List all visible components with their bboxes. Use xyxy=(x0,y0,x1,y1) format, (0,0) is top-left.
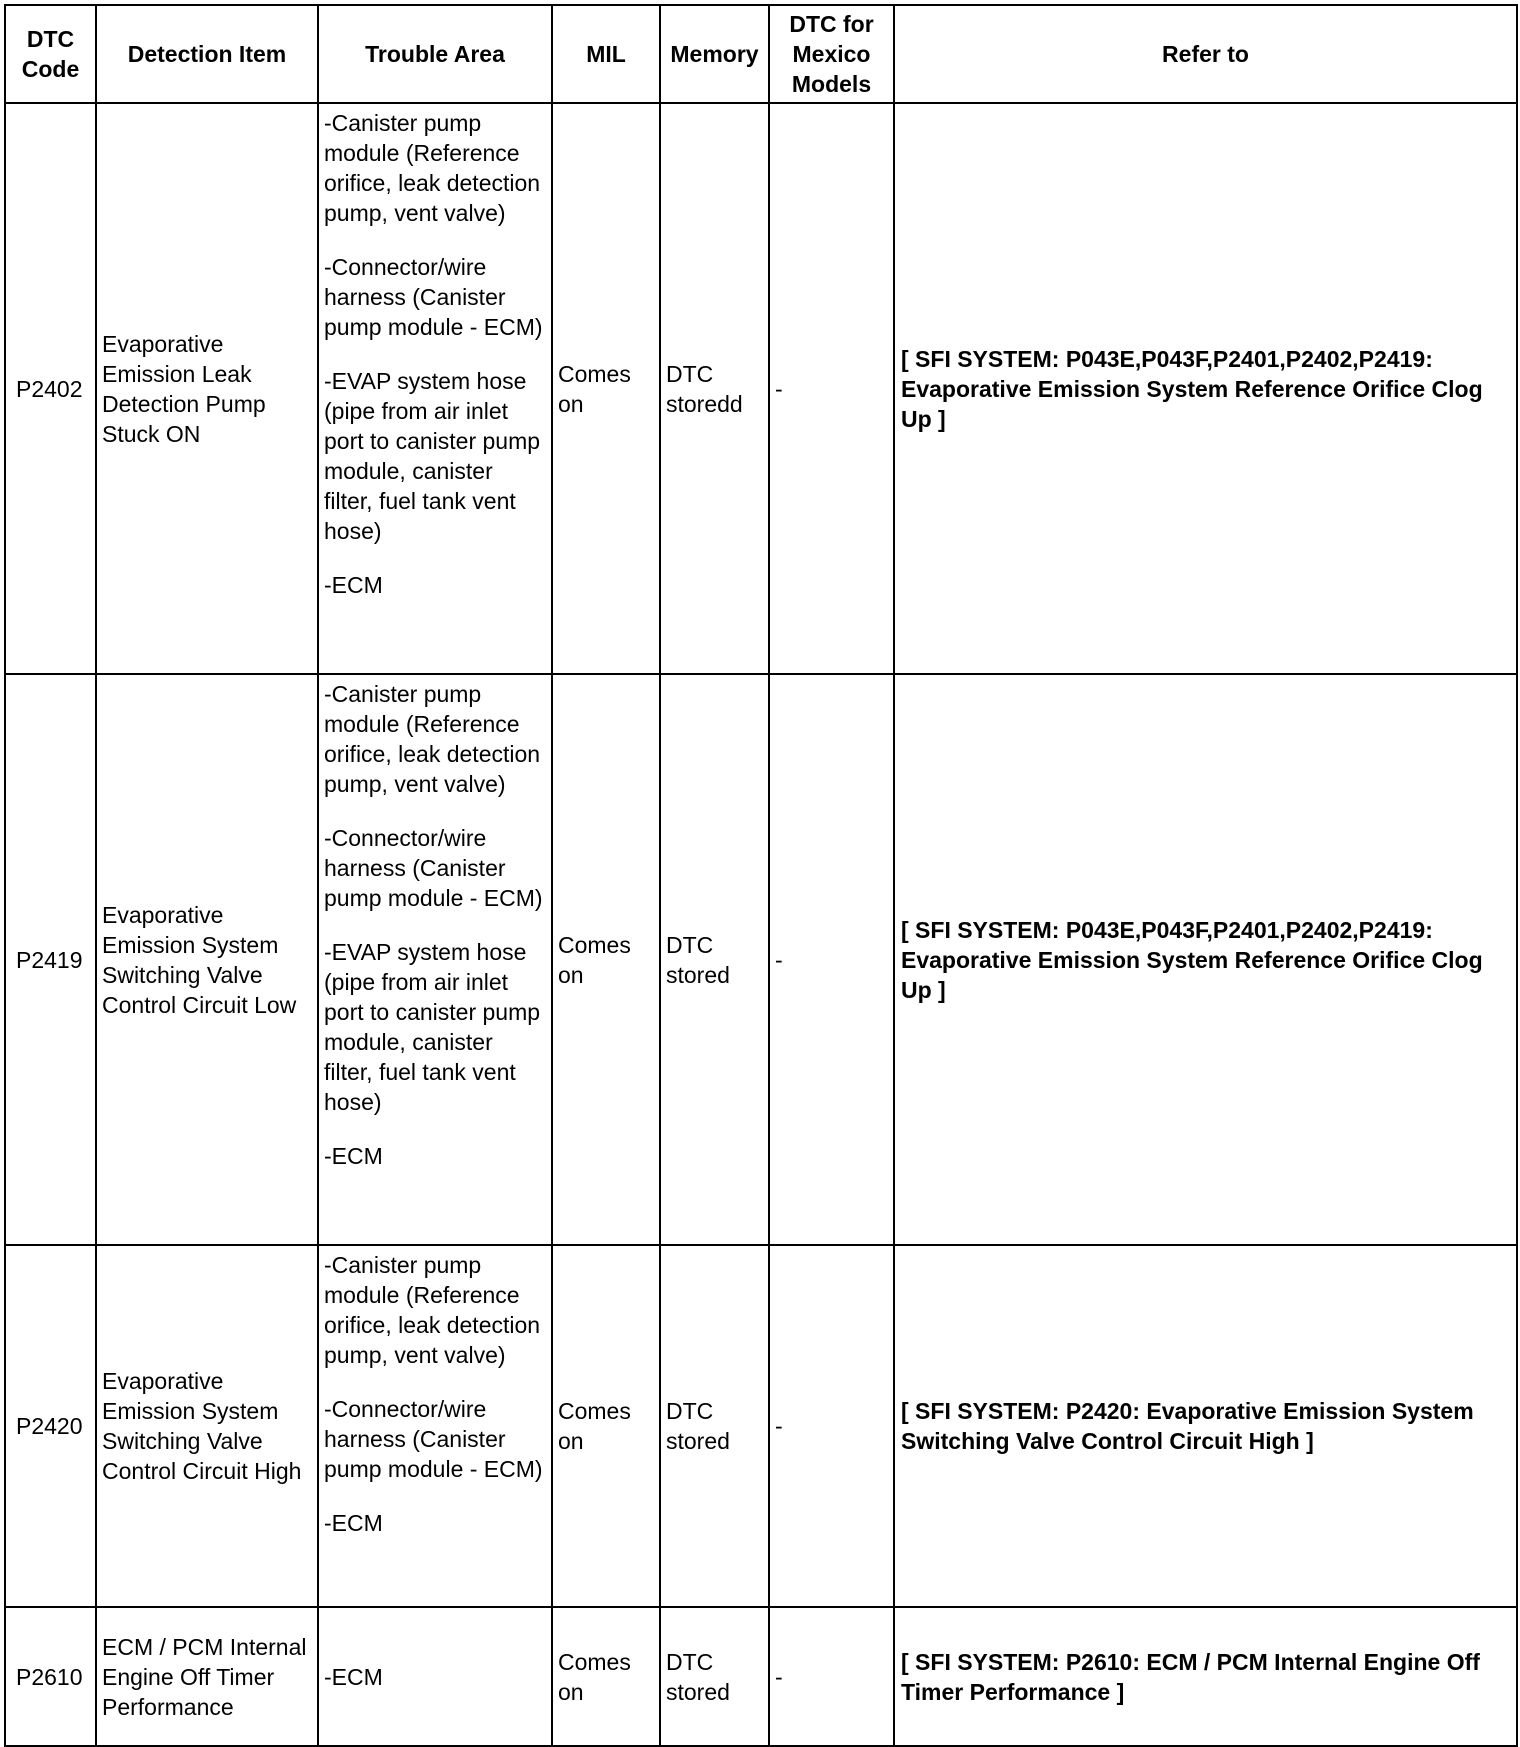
trouble-area-item: -Connector/wire harness (Canister pump module - ECM) xyxy=(324,1396,543,1482)
mil-cell: Comes on xyxy=(552,674,660,1245)
detection-item-cell: Evaporative Emission Leak Detection Pump Stuck ON xyxy=(96,103,318,674)
memory-cell: DTC storedd xyxy=(660,103,769,674)
trouble-area-item: -ECM xyxy=(324,1664,383,1690)
dtc-table xyxy=(4,4,1518,1747)
trouble-area-item: -Canister pump module (Reference orifice, leak detection pump, vent valve) xyxy=(324,1252,541,1368)
header-memory: Memory xyxy=(660,5,769,103)
mexico-models-cell: - xyxy=(769,674,894,1245)
trouble-area-item: -Connector/wire harness (Canister pump module - ECM) xyxy=(324,254,543,340)
header-row xyxy=(5,5,1517,103)
mil-cell: Comes on xyxy=(552,1607,660,1746)
trouble-area-cell xyxy=(318,1607,552,1746)
dtc-code-cell: P2610 xyxy=(5,1607,96,1746)
trouble-area-item: -ECM xyxy=(324,1510,383,1536)
memory-cell: DTC stored xyxy=(660,1245,769,1607)
dtc-code-cell: P2402 xyxy=(5,103,96,674)
trouble-area-item: -ECM xyxy=(324,1143,383,1169)
mexico-models-cell: - xyxy=(769,1607,894,1746)
header-dtc-code: DTC Code xyxy=(5,5,96,103)
header-detection-item: Detection Item xyxy=(96,5,318,103)
header-refer-to: Refer to xyxy=(894,5,1517,103)
refer-to-link[interactable]: [ SFI SYSTEM: P2420: Evaporative Emission System Switching Valve Control Circuit High ] xyxy=(894,1245,1517,1607)
refer-to-link[interactable]: [ SFI SYSTEM: P043E,P043F,P2401,P2402,P2419: Evaporative Emission System Reference Orifice Clog Up ] xyxy=(894,674,1517,1245)
mexico-models-cell: - xyxy=(769,1245,894,1607)
mil-cell: Comes on xyxy=(552,1245,660,1607)
memory-cell: DTC stored xyxy=(660,1607,769,1746)
detection-item-cell: Evaporative Emission System Switching Valve Control Circuit High xyxy=(96,1245,318,1607)
table-row xyxy=(5,103,1517,674)
table-row xyxy=(5,1245,1517,1607)
table-row xyxy=(5,674,1517,1245)
dtc-code-cell: P2419 xyxy=(5,674,96,1245)
trouble-area-item: -Canister pump module (Reference orifice, leak detection pump, vent valve) xyxy=(324,681,541,797)
detection-item-cell: ECM / PCM Internal Engine Off Timer Performance xyxy=(96,1607,318,1746)
mexico-models-cell: - xyxy=(769,103,894,674)
header-mexico-models: DTC for Mexico Models xyxy=(769,5,894,103)
trouble-area-cell xyxy=(318,103,552,674)
trouble-area-cell xyxy=(318,674,552,1245)
memory-cell: DTC stored xyxy=(660,674,769,1245)
dtc-code-cell: P2420 xyxy=(5,1245,96,1607)
refer-to-link[interactable]: [ SFI SYSTEM: P043E,P043F,P2401,P2402,P2419: Evaporative Emission System Reference Orifice Clog Up ] xyxy=(894,103,1517,674)
trouble-area-cell xyxy=(318,1245,552,1607)
header-mil: MIL xyxy=(552,5,660,103)
trouble-area-item: -ECM xyxy=(324,572,383,598)
header-trouble-area: Trouble Area xyxy=(318,5,552,103)
mil-cell: Comes on xyxy=(552,103,660,674)
trouble-area-item: -EVAP system hose (pipe from air inlet port to canister pump module, canister filter, fuel tank vent hose) xyxy=(324,368,541,544)
trouble-area-item: -Connector/wire harness (Canister pump module - ECM) xyxy=(324,825,543,911)
trouble-area-item: -EVAP system hose (pipe from air inlet port to canister pump module, canister filter, fuel tank vent hose) xyxy=(324,939,541,1115)
trouble-area-item: -Canister pump module (Reference orifice, leak detection pump, vent valve) xyxy=(324,110,541,226)
detection-item-cell: Evaporative Emission System Switching Valve Control Circuit Low xyxy=(96,674,318,1245)
refer-to-link[interactable]: [ SFI SYSTEM: P2610: ECM / PCM Internal Engine Off Timer Performance ] xyxy=(894,1607,1517,1746)
table-row xyxy=(5,1607,1517,1746)
